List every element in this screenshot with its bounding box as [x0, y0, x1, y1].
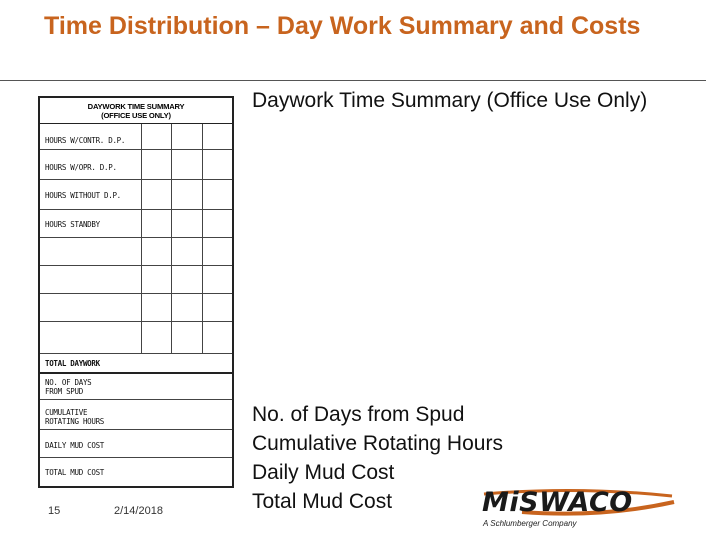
form-row	[40, 430, 232, 458]
slide-date: 2/14/2018	[114, 505, 163, 517]
form-row-label: HOURS W/OPR. D.P.	[45, 163, 117, 172]
logo-wordmark: MiSWACO	[482, 487, 633, 518]
form-row-label: CUMULATIVE	[45, 408, 88, 417]
form-row-label: NO. OF DAYS	[45, 378, 92, 387]
title-divider	[0, 80, 706, 81]
daywork-summary-heading: Daywork Time Summary (Office Use Only)	[252, 89, 648, 112]
daywork-form-image	[38, 96, 234, 488]
form-row	[40, 322, 232, 354]
form-row	[40, 400, 232, 430]
form-row-label: HOURS STANDBY	[45, 220, 100, 229]
form-row	[40, 266, 232, 294]
summary-item-daily-mud-cost: Daily Mud Cost	[252, 461, 395, 484]
summary-item-days-from-spud: No. of Days from Spud	[252, 403, 465, 426]
form-row-label: TOTAL DAYWORK	[45, 359, 100, 368]
slide-title: Time Distribution – Day Work Summary and Costs	[44, 12, 641, 40]
form-header-line2: (OFFICE USE ONLY)	[101, 111, 171, 120]
form-row	[40, 180, 232, 210]
form-row	[40, 374, 232, 400]
form-header	[40, 98, 232, 124]
page-number: 15	[48, 505, 61, 517]
form-row-label: HOURS W/CONTR. D.P.	[45, 136, 126, 145]
form-row-label: ROTATING HOURS	[45, 417, 105, 426]
form-row	[40, 458, 232, 486]
form-row-label: HOURS WITHOUT D.P.	[45, 191, 121, 200]
miswaco-logo	[482, 488, 677, 532]
form-row-label: DAILY MUD COST	[45, 441, 105, 450]
form-row	[40, 150, 232, 180]
summary-item-total-mud-cost: Total Mud Cost	[252, 490, 393, 513]
form-row	[40, 294, 232, 322]
form-row-label: TOTAL MUD COST	[45, 468, 105, 477]
form-header-line1: DAYWORK TIME SUMMARY	[87, 102, 185, 111]
summary-item-cumulative-rotating-hours: Cumulative Rotating Hours	[252, 432, 503, 455]
logo-tagline: A Schlumberger Company	[483, 519, 577, 528]
form-row	[40, 124, 232, 150]
form-row	[40, 354, 232, 374]
form-row	[40, 238, 232, 266]
form-row-label: FROM SPUD	[45, 387, 83, 396]
form-row	[40, 210, 232, 238]
